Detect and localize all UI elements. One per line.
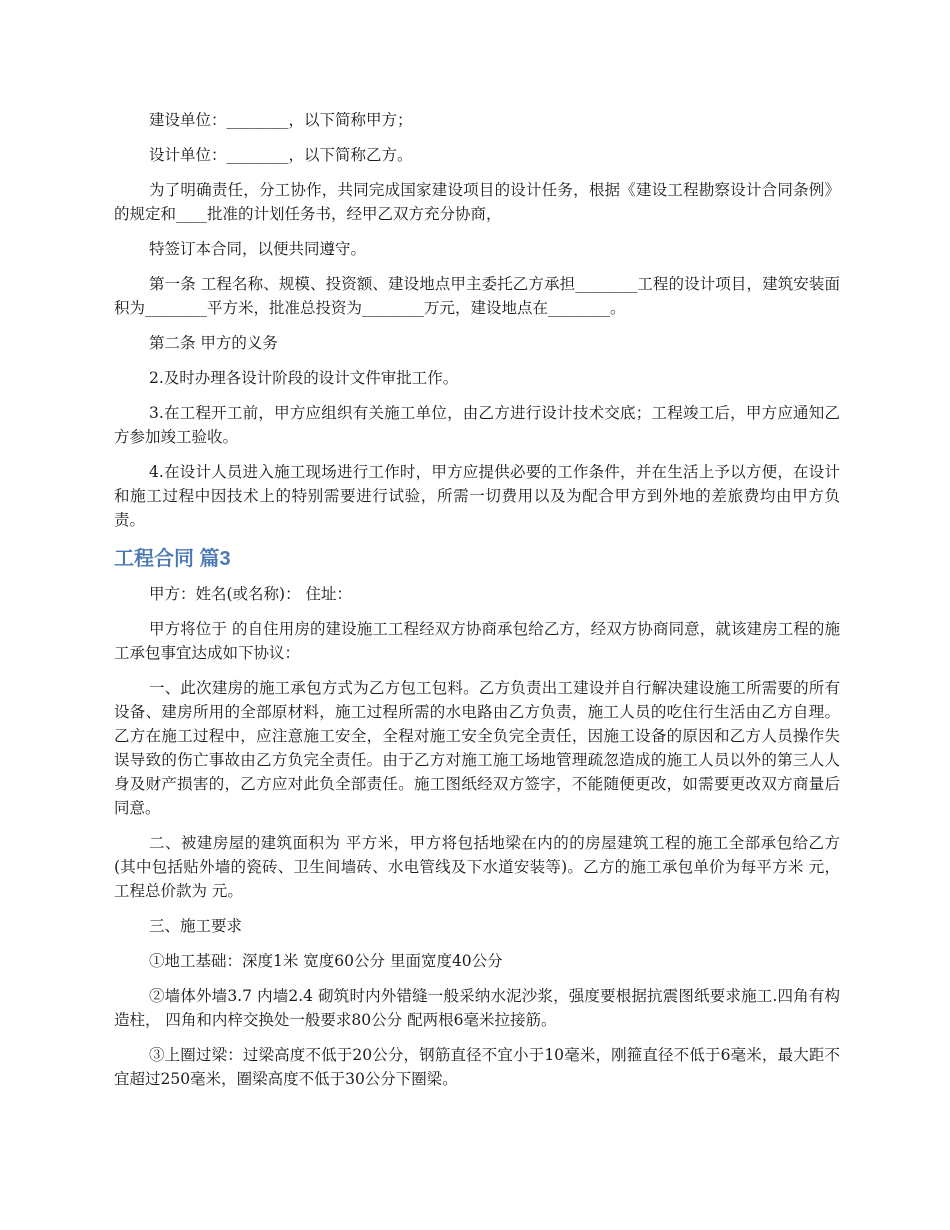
paragraph-item-3: 3.在工程开工前，甲方应组织有关施工单位，由乙方进行设计技术交底；工程竣工后，甲方应通知乙方参加竣工验收。 — [114, 404, 840, 446]
paragraph-requirement-walls: ②墙体外墙3.7 内墙2.4 砌筑时内外错缝一般采纳水泥沙浆，强度要根据抗震图纸要求施工.四角有构造柱， 四角和内梓交换处一般要求80公分 配两根6毫米拉接筋。 — [114, 987, 840, 1029]
paragraph-signing: 特签订本合同，以便共同遵守。 — [149, 240, 367, 258]
paragraph-party-a: 甲方：姓名(或名称)： 住址： — [149, 585, 353, 603]
paragraph-purpose: 为了明确责任，分工协作，共同完成国家建设项目的设计任务，根据《建设工程勘察设计合同条例》的规定和____批准的计划任务书，经甲乙双方充分协商， — [114, 181, 840, 223]
paragraph-article-1: 第一条 工程名称、规模、投资额、建设地点甲主委托乙方承担________工程的设计项目，建筑安装面积为________平方米，批准总投资为________万元，建设地点在________。 — [114, 275, 840, 317]
document-page — [114, 108, 840, 1102]
paragraph-agreement-intro: 甲方将位于 的自住用房的建设施工工程经双方协商承包给乙方，经双方协商同意，就该建房工程的施工承包事宜达成如下协议： — [114, 620, 840, 662]
paragraph-item-2: 2.及时办理各设计阶段的设计文件审批工作。 — [149, 369, 459, 387]
section-heading: 工程合同 篇3 — [114, 548, 231, 570]
paragraph-clause-1: 一、此次建房的施工承包方式为乙方包工包料。乙方负责出工建设并自行解决建设施工所需要的所有设备、建房所用的全部原材料，施工过程所需的水电路由乙方负责，施工人员的吃住行生活由乙方自理。乙方在施工过程中，应注意施工安全，全程对施工安全负完全责任，因施工设备的原因和乙方人员操作失误导致的伤亡事故由乙方负完全责任。由于乙方对施工施工场地管理疏忽造成的施工人员以外的第三人人身及财产损害的，乙方应对此负全部责任。施工图纸经双方签字，不能随便更改，如需要更改双方商量后同意。 — [114, 679, 840, 817]
paragraph-article-2-title: 第二条 甲方的义务 — [149, 334, 278, 352]
paragraph-client-unit: 建设单位：________，以下简称甲方； — [149, 111, 413, 129]
paragraph-requirement-beams: ③上圈过梁：过梁高度不低于20公分，钢筋直径不宜小于10毫米，刚箍直径不低于6毫米，最大距不宜超过250毫米，圈梁高度不低于30公分下圈梁。 — [114, 1046, 840, 1088]
paragraph-clause-2: 二、被建房屋的建筑面积为 平方米，甲方将包括地梁在内的的房屋建筑工程的施工全部承包给乙方(其中包括贴外墙的瓷砖、卫生间墙砖、水电管线及下水道安装等)。乙方的施工承包单价为每平方米 元，工程总价款为 元。 — [114, 834, 840, 900]
paragraph-requirement-foundation: ①地工基础：深度1米 宽度60公分 里面宽度40公分 — [149, 952, 503, 970]
paragraph-design-unit: 设计单位：________，以下简称乙方。 — [149, 146, 413, 164]
paragraph-item-4: 4.在设计人员进入施工现场进行工作时，甲方应提供必要的工作条件，并在生活上予以方便，在设计和施工过程中因技术上的特别需要进行试验，所需一切费用以及为配合甲方到外地的差旅费均由甲方负责。 — [114, 463, 840, 529]
paragraph-clause-3-title: 三、施工要求 — [149, 917, 243, 935]
